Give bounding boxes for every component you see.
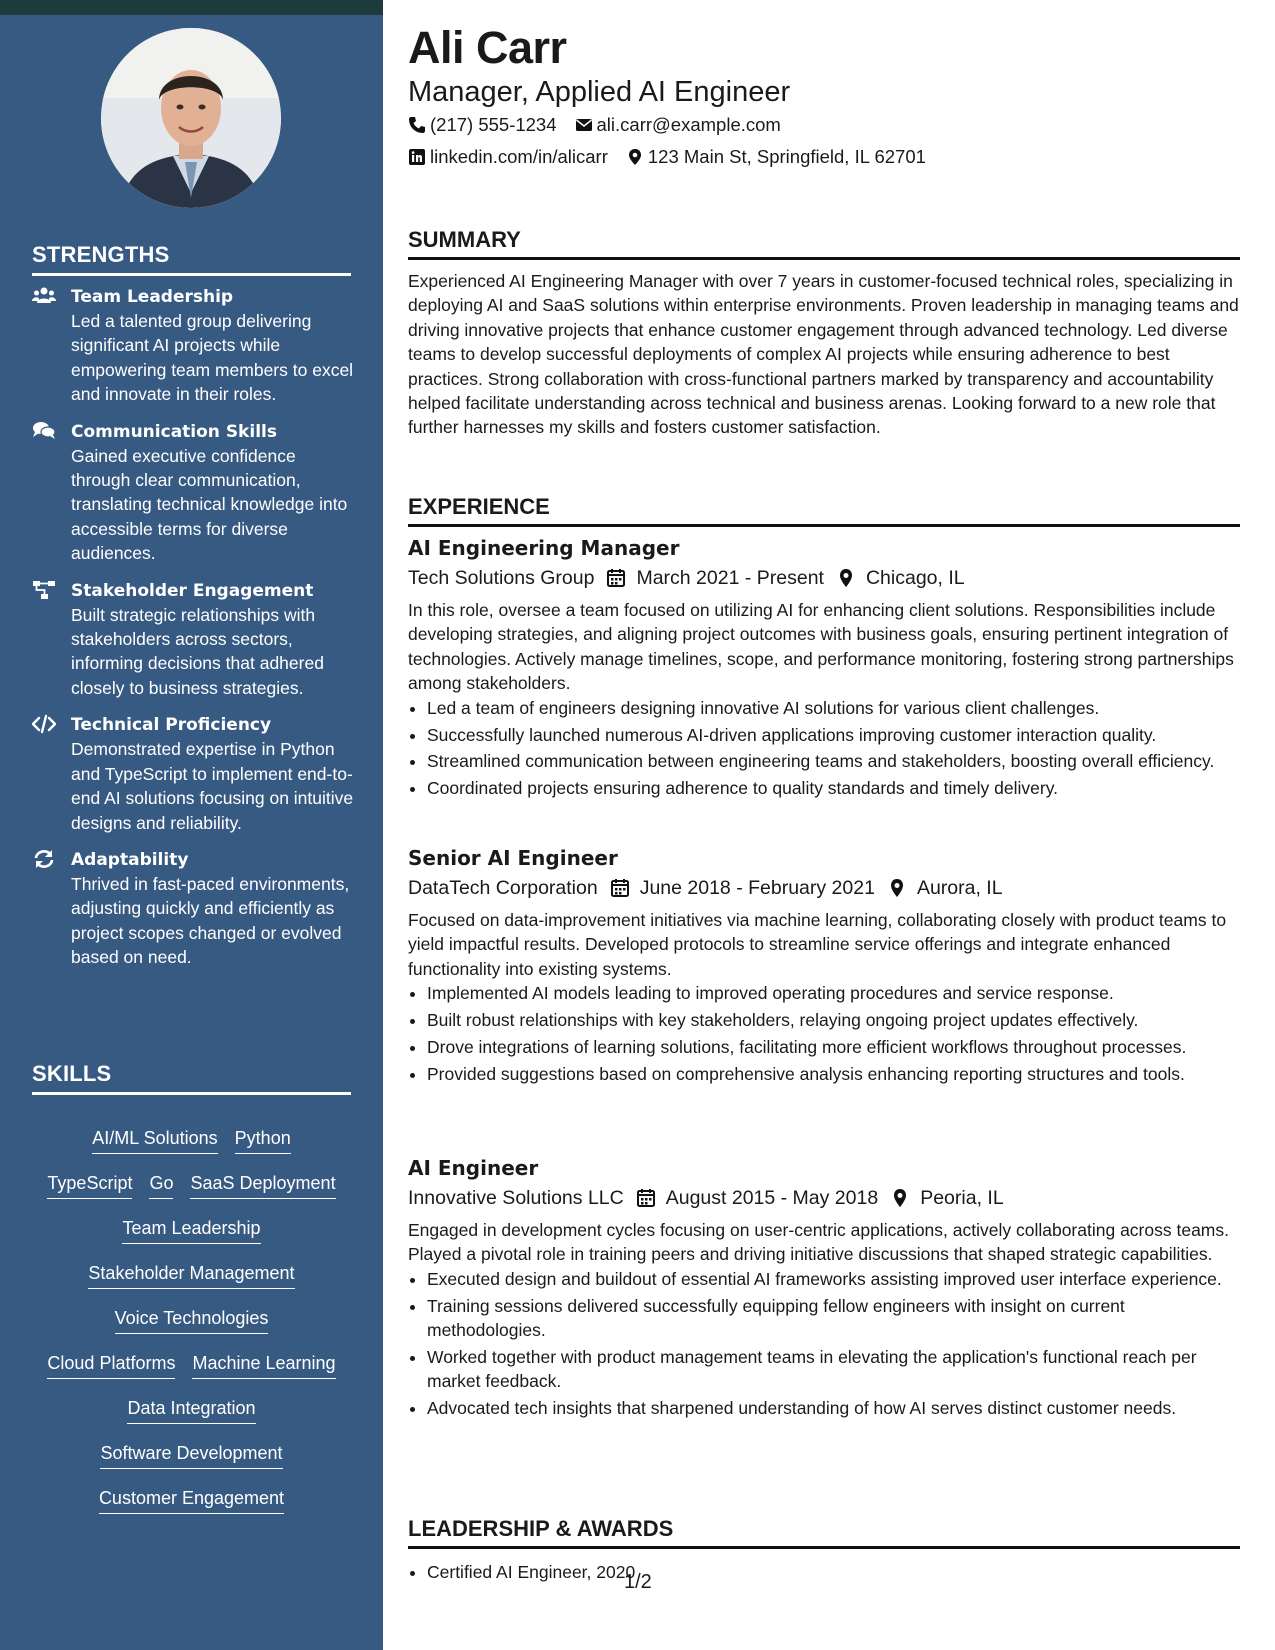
job-location: Aurora, IL [916, 877, 1003, 899]
job-description: Engaged in development cycles focusing on user-centric applications, actively collaborating across teams. Played a pivotal role in training peers and driving initiative discussions that shaped strategic capabilities. [408, 1220, 1229, 1265]
job-description: In this role, oversee a team focused on utilizing AI for enhancing client solutions. Responsibilities include developing strategies, and aligning project outcomes with business goals, ensuring pertinent integration of technologies. Actively manage timelines, scope, and performance monitoring, fostering strong partnerships among stakeholders. [408, 600, 1234, 694]
skills-list [32, 1125, 351, 1530]
bullet-item: • Implemented AI models leading to improved operating procedures and service response. [427, 981, 1240, 1005]
bullet-item: • Built robust relationships with key stakeholders, relaying ongoing project updates effectively. [427, 1008, 1240, 1032]
bullet-item: • Streamlined communication between engineering teams and stakeholders, boosting overall efficiency. [427, 749, 1240, 773]
bullet-item: • Drove integrations of learning solutions, facilitating more efficient workflows throughout processes. [427, 1035, 1240, 1059]
skills-row [32, 1170, 351, 1215]
skill-tag: Team Leadership [122, 1215, 260, 1244]
skill-tag: SaaS Deployment [190, 1170, 335, 1199]
skill-tag: Data Integration [127, 1395, 255, 1424]
summary-text: Experienced AI Engineering Manager with over 7 years in customer-focused technical roles, specializing in deploying AI and SaaS solutions within enterprise environments. Proven leadership in managing teams and driving innovative projects that enhance customer engagement through advanced technology. Led diverse teams to develop successful deployments of complex AI projects while ensuring adherence to best practices. Strong collaboration with cross-functional partners marked by transparency and accountability helped facilitate understanding across technical and business arenas. Looking forward to a new role that further harnesses my skills and fosters customer satisfaction. [408, 271, 1239, 438]
job-role: AI Engineering Manager [408, 536, 680, 560]
network-icon [32, 580, 56, 600]
awards-heading: LEADERSHIP & AWARDS [408, 1516, 1240, 1549]
bullet-item: • Executed design and buildout of essential AI frameworks assisting improved user interface experience. [427, 1267, 1240, 1291]
skill-tag: Stakeholder Management [88, 1260, 294, 1289]
bullet-item: • Provided suggestions based on comprehensive analysis enhancing reporting structures and tools. [427, 1062, 1240, 1086]
calendar-icon [606, 568, 626, 588]
strength-title: Stakeholder Engagement [71, 580, 314, 601]
awards-list [408, 1560, 1259, 1587]
sync-icon [32, 849, 56, 869]
job-bullets [408, 981, 1240, 1086]
strength-item [32, 713, 354, 835]
skill-tag: Go [149, 1170, 173, 1199]
candidate-name: Ali Carr [408, 22, 567, 73]
skills-row [32, 1215, 351, 1260]
skills-row [32, 1305, 351, 1350]
candidate-title: Manager, Applied AI Engineer [408, 76, 791, 108]
skill-tag: Cloud Platforms [47, 1350, 175, 1379]
job-meta [408, 1183, 1240, 1213]
job-role: Senior AI Engineer [408, 846, 618, 870]
sidebar [0, 15, 383, 1650]
linkedin-contact[interactable] [408, 145, 608, 169]
job-meta [408, 563, 1240, 593]
job-description: Focused on data-improvement initiatives via machine learning, collaborating closely with product teams to yield impactful results. Developed protocols to streamline service offerings and integrate enhanced functionality into existing systems. [408, 910, 1227, 979]
bullet-item: • Worked together with product management teams in elevating the application's functional reach per market feedback. [427, 1345, 1240, 1394]
linkedin-icon [408, 148, 426, 166]
skills-row [32, 1395, 351, 1440]
strength-item [32, 420, 354, 566]
job-location: Peoria, IL [920, 1187, 1004, 1209]
skills-heading: SKILLS [32, 1061, 351, 1095]
strength-title: Adaptability [71, 849, 189, 870]
calendar-icon [636, 1188, 656, 1208]
job-bullets [408, 1267, 1240, 1421]
job-dates: March 2021 - Present [636, 567, 824, 589]
email-text: ali.carr@example.com [596, 114, 781, 135]
skills-row [32, 1440, 351, 1485]
chat-icon [32, 421, 56, 441]
job-role: AI Engineer [408, 1156, 539, 1180]
job-company: Tech Solutions Group [408, 567, 595, 589]
bullet-item: • Training sessions delivered successfully equipping fellow engineers with insight on current methodologies. [427, 1294, 1240, 1343]
linkedin-text: linkedin.com/in/alicarr [430, 146, 608, 167]
strength-title: Communication Skills [71, 421, 277, 442]
code-icon [32, 714, 56, 734]
skill-tag: Python [235, 1125, 291, 1154]
strength-description: Built strategic relationships with stakeholders across sectors, informing decisions that adhered closely to business strategies. [71, 604, 324, 698]
strength-title: Team Leadership [71, 287, 234, 307]
job-entry [408, 1153, 1240, 1423]
calendar-icon [610, 878, 630, 898]
top-accent-bar [0, 0, 383, 15]
skill-tag: Customer Engagement [99, 1485, 284, 1514]
profile-photo-icon [101, 28, 281, 208]
bullet-item: • Led a team of engineers designing innovative AI solutions for various client challenges. [427, 696, 1240, 720]
bullet-item: • Coordinated projects ensuring adherence to quality standards and timely delivery. [427, 776, 1240, 800]
job-dates: June 2018 - February 2021 [639, 877, 875, 899]
skills-row [32, 1125, 351, 1170]
contact-row [408, 113, 799, 137]
strength-description: Thrived in fast-paced environments, adjusting quickly and efficiently as project scopes changed or evolved based on need. [71, 873, 350, 968]
skills-row [32, 1260, 351, 1305]
skill-tag: Software Development [100, 1440, 282, 1469]
strength-item [32, 848, 354, 970]
envelope-icon [575, 116, 593, 134]
strength-description: Demonstrated expertise in Python and TypeScript to implement end-to-end AI solutions focusing on intuitive designs and reliability. [71, 739, 354, 833]
job-entry [408, 843, 1240, 1089]
experience-heading: EXPERIENCE [408, 494, 1240, 527]
page-number: 1/2 [624, 1571, 652, 1593]
location-pin-icon [836, 568, 856, 588]
award-item: • Certified AI Engineer, 2020 [427, 1560, 1259, 1584]
job-bullets [408, 696, 1240, 801]
job-location: Chicago, IL [865, 567, 965, 589]
job-company: Innovative Solutions LLC [408, 1187, 624, 1209]
skill-tag: Voice Technologies [115, 1305, 269, 1334]
phone-text: (217) 555-1234 [430, 114, 557, 135]
job-dates: August 2015 - May 2018 [665, 1187, 879, 1209]
strength-title: Technical Proficiency [71, 715, 272, 736]
job-meta [408, 873, 1240, 903]
strengths-list [32, 285, 354, 983]
location-pin-icon [626, 148, 644, 166]
job-company: DataTech Corporation [408, 877, 598, 899]
phone-contact[interactable] [408, 113, 557, 137]
strength-item [32, 579, 354, 701]
location-pin-icon [890, 1188, 910, 1208]
skills-row [32, 1485, 351, 1530]
address-contact [626, 145, 926, 169]
skill-tag: Machine Learning [192, 1350, 335, 1379]
skill-tag: AI/ML Solutions [92, 1125, 217, 1154]
strengths-heading: STRENGTHS [32, 242, 351, 276]
address-text: 123 Main St, Springfield, IL 62701 [647, 146, 926, 167]
users-icon [32, 286, 56, 306]
avatar [101, 28, 281, 208]
contact-row [408, 145, 944, 169]
email-contact[interactable] [575, 113, 781, 137]
bullet-item: • Advocated tech insights that sharpened understanding of how AI serves distinct customer needs. [427, 1396, 1240, 1420]
bullet-item: • Successfully launched numerous AI-driven applications improving customer interaction quality. [427, 723, 1240, 747]
job-entry [408, 533, 1240, 803]
strength-description: Led a talented group delivering significant AI projects while empowering team members to excel and innovate in their roles. [71, 311, 354, 405]
summary-heading: SUMMARY [408, 227, 1240, 260]
skill-tag: TypeScript [47, 1170, 132, 1199]
strength-description: Gained executive confidence through clear communication, translating technical knowledge into accessible terms for diverse audiences. [71, 445, 348, 564]
skills-row [32, 1350, 351, 1395]
strength-item [32, 285, 354, 407]
phone-icon [408, 116, 426, 134]
location-pin-icon [887, 878, 907, 898]
